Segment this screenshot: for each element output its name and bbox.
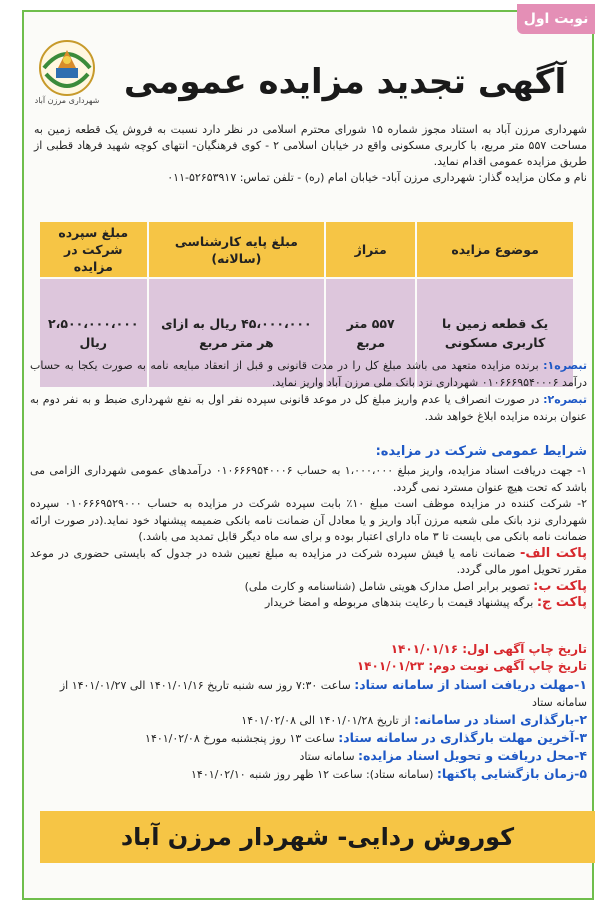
municipality-logo xyxy=(36,38,98,102)
header-area: متراژ xyxy=(325,222,416,278)
note-2-label: تبصره۲: xyxy=(543,393,587,406)
condition-1: ۱- جهت دریافت اسناد مزایده، واریز مبلغ ۱،۰۰۰،۰۰۰ به حساب ۰۱۰۶۶۶۹۵۴۰۰۰۶ درآمدهای عمومی شهرداری الزامی می باشد که تحت هیچ عنوان مسترد نمی گردد. xyxy=(30,464,587,494)
note-1-label: تبصره۱: xyxy=(543,359,587,372)
envelope-b-label: پاکت ب: xyxy=(533,578,587,594)
envelope-b xyxy=(30,579,587,596)
schedule-item-5-key: ۵-زمان بازگشایی پاکتها: xyxy=(436,766,587,781)
schedule-section xyxy=(30,676,587,783)
header-subject: موضوع مزایده xyxy=(416,222,573,278)
notes-section xyxy=(30,358,587,426)
envelope-c-label: پاکت ج: xyxy=(536,595,587,610)
schedule-item-2-key: ۲-بارگذاری اسناد در سامانه: xyxy=(414,712,587,727)
envelope-a xyxy=(30,546,587,579)
round-badge: نوبت اول xyxy=(517,4,595,34)
schedule-item xyxy=(30,711,587,729)
table-header-row xyxy=(39,222,573,278)
envelope-a-label: پاکت الف- xyxy=(520,545,587,561)
schedule-item xyxy=(30,747,587,765)
schedule-item-1-value: ساعت ۷:۳۰ روز سه شنبه تاریخ ۱۴۰۱/۰۱/۱۶ الی ۱۴۰۱/۰۱/۲۷ از سامانه ستاد xyxy=(59,679,587,709)
conditions-title: شرایط عمومی شرکت در مزایده: xyxy=(375,444,587,459)
schedule-item-5-value: (سامانه ستاد): ساعت ۱۲ ظهر روز شنبه ۱۴۰۱/۰۲/۱۰ xyxy=(191,768,437,781)
schedule-item xyxy=(30,765,587,783)
logo-caption: شهرداری مرزن آباد xyxy=(34,96,100,105)
cell-subject: یک قطعه زمین با کاربری مسکونی xyxy=(416,278,573,387)
intro-text xyxy=(34,122,587,186)
envelope-b-text: تصویر برابر اصل مدارک هویتی شامل (شناسنامه و کارت ملی) xyxy=(244,579,534,593)
auctioneer-info: نام و مکان مزایده گذار: شهرداری مرزن آباد- خیابان امام (ره) - تلفن تماس: ۵۲۶۵۳۹۱۷-۰۱۱ xyxy=(167,171,587,184)
page-title: آگهی تجدید مزایده عمومی xyxy=(123,62,567,102)
note-1-text: برنده مزایده متعهد می باشد مبلغ کل را در مدت قانونی و قبل از انعقاد مبایعه نامه به صورت یکجا به حساب درآمد ۰۱۰۶۶۶۹۵۴۰۰۰۶ شهرداری نزد بانک ملی مرزن آباد واریز نماید. xyxy=(30,359,587,389)
note-1 xyxy=(30,358,587,391)
header-base-price: مبلغ پایه کارشناسی (سالانه) xyxy=(148,222,326,278)
envelope-c-text: برگه پیشنهاد قیمت با رعایت بندهای مربوطه و امضا خریدار xyxy=(265,596,537,609)
schedule-item xyxy=(30,676,587,711)
conditions-section xyxy=(30,463,587,612)
cell-deposit: ۲،۵۰۰،۰۰۰،۰۰۰ ریال xyxy=(39,278,148,387)
envelope-c xyxy=(30,595,587,612)
intro-description: شهرداری مرزن آباد به استناد مجوز شماره ۱۵ شورای محترم اسلامی در نظر دارد نسبت به فروش یک قطعه زمین به مساحت ۵۵۷ متر مربع، با کاربری مسکونی واقع در خیابان اسلامی ۲ - کوی فرهنگیان- انتهای کوچه شهید فرهاد قطبی از طریق مزایده عمومی اقدام نماید. xyxy=(34,123,587,168)
schedule-item-1-key: ۱-مهلت دریافت اسناد از سامانه ستاد: xyxy=(354,677,587,692)
header-deposit: مبلغ سپرده شرکت در مزایده xyxy=(39,222,148,278)
print-dates xyxy=(30,641,587,675)
schedule-item-2-value: از تاریخ ۱۴۰۱/۰۱/۲۸ الی ۱۴۰۱/۰۲/۰۸ xyxy=(241,714,414,727)
note-2-text: در صورت انصراف یا عدم واریز مبلغ کل در موعد قانونی سپرده نفر اول به نفع شهرداری ضبط و به نفر دوم به عنوان برنده مزایده ابلاغ خواهد شد. xyxy=(30,393,587,423)
envelope-a-text: ضمانت نامه یا فیش سپرده شرکت در مزایده به مبلغ تعیین شده در جدول که بایستی حضوری در موعد مقرر تحویل امور مالی گردد. xyxy=(30,546,587,576)
schedule-item xyxy=(30,729,587,747)
schedule-item-3-key: ۳-آخرین مهلت بارگذاری در سامانه ستاد: xyxy=(338,730,587,745)
schedule-item-3-value: ساعت ۱۳ روز پنجشنبه مورخ ۱۴۰۱/۰۲/۰۸ xyxy=(145,732,339,745)
schedule-item-4-value: سامانه ستاد xyxy=(299,750,359,763)
cell-area: ۵۵۷ متر مربع xyxy=(325,278,416,387)
second-print-date: تاریخ چاپ آگهی نوبت دوم: ۱۴۰۱/۰۱/۲۳ xyxy=(356,659,587,673)
cell-base-price: ۴۵،۰۰۰،۰۰۰ ریال به ازای هر متر مربع xyxy=(148,278,326,387)
note-2 xyxy=(30,392,587,425)
condition-2: ۲- شرکت کننده در مزایده موظف است مبلغ ۱۰٪ بابت سپرده شرکت در مزایده به حساب ۰۱۰۶۶۶۹۵۲۹۰۰۰ سپرده شهرداری نزد بانک ملی شعبه مرزن آباد واریز و یا معادل آن ضمانت نامه بانکی ضمیمه پیشنهاد خود نماید.(در صورت ارائه ضمانت نامه بانکی می بایست تا ۳ ماه دارای اعتبار بوده و برای سه ماه دیگر قابل تمدید می باشد.) xyxy=(30,497,587,543)
first-print-date: تاریخ چاپ آگهی اول: ۱۴۰۱/۰۱/۱۶ xyxy=(390,642,587,656)
mayor-signature-banner: کوروش ردایی- شهردار مرزن آباد xyxy=(40,811,595,863)
schedule-item-4-key: ۴-محل دریافت و تحویل اسناد مزایده: xyxy=(358,748,587,763)
